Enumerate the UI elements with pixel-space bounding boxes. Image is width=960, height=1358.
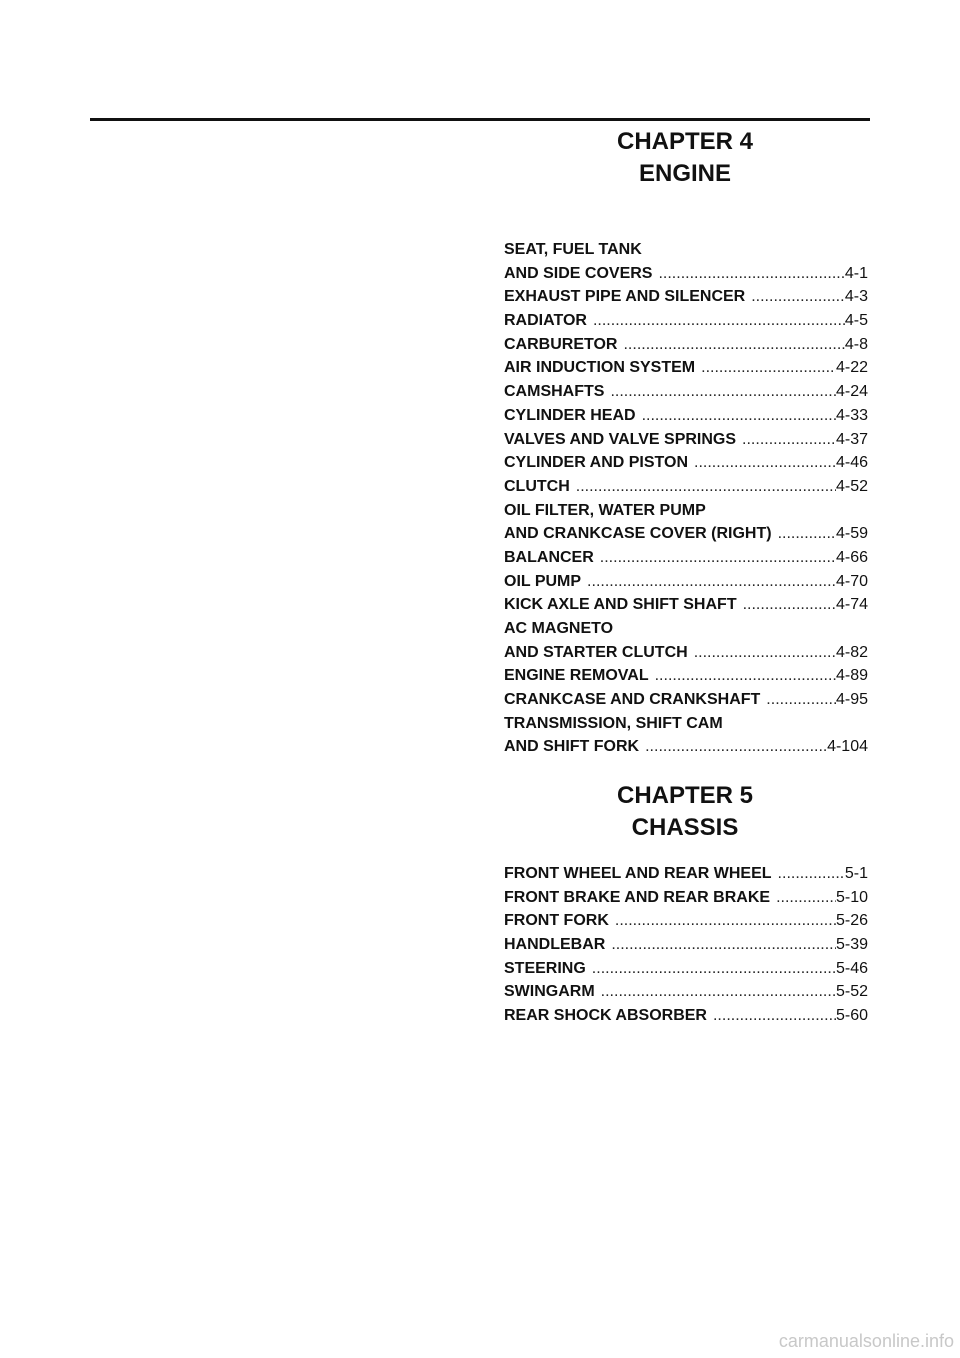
toc-entry[interactable] — [504, 980, 868, 1004]
toc-leader-dots — [707, 1004, 836, 1028]
chapter-4-name: ENGINE — [638, 160, 731, 187]
toc-entry-page: 4-3 — [844, 288, 868, 306]
toc-entry-line — [504, 546, 868, 570]
toc-entry-line — [504, 380, 868, 404]
toc-leader-dots — [649, 664, 836, 688]
toc-entry-line — [504, 356, 868, 380]
toc-entry-page: 4-89 — [835, 667, 868, 685]
toc-entry-title: CARBURETOR — [504, 335, 618, 353]
toc-entry-title-line: TRANSMISSION, SHIFT CAM — [504, 714, 723, 732]
toc-entry-title: AND SIDE COVERS — [504, 264, 653, 282]
toc-leader-dots — [772, 522, 836, 546]
toc-entry-title: CAMSHAFTS — [504, 383, 605, 401]
toc-entry-line — [504, 1004, 868, 1028]
toc-entry-page: 4-70 — [835, 572, 868, 590]
chapter-5-name: CHASSIS — [631, 814, 739, 841]
toc-entry[interactable] — [504, 238, 868, 285]
toc-entry-page: 4-33 — [835, 406, 868, 424]
toc-entry[interactable] — [504, 862, 868, 886]
toc-entry-page: 4-66 — [835, 548, 868, 566]
toc-entry[interactable] — [504, 688, 868, 712]
toc-entry-page: 4-22 — [835, 359, 868, 377]
toc-entry[interactable] — [504, 593, 868, 617]
toc-leader-dots — [688, 451, 836, 475]
toc-entry-line — [504, 664, 868, 688]
toc-leader-dots — [688, 641, 836, 665]
toc-entry-line — [504, 862, 868, 886]
toc-entry-line — [504, 428, 868, 452]
toc-entry[interactable] — [504, 886, 868, 910]
toc-entry-title: CYLINDER HEAD — [504, 406, 636, 424]
toc-entry-line — [504, 475, 868, 499]
chapter-4-heading — [500, 126, 870, 190]
toc-leader-dots — [595, 980, 836, 1004]
toc-leader-dots — [772, 862, 845, 886]
toc-entry-title: HANDLEBAR — [504, 936, 606, 954]
toc-entry[interactable] — [504, 664, 868, 688]
toc-entry-title: FRONT FORK — [504, 912, 609, 930]
toc-leader-dots — [605, 933, 836, 957]
chapter-5-number: CHAPTER 5 — [616, 782, 754, 809]
toc-entry-line — [504, 451, 868, 475]
toc-entry-line — [504, 262, 868, 286]
toc-entry-line — [504, 980, 868, 1004]
toc-leader-dots — [617, 333, 844, 357]
toc-entry[interactable] — [504, 309, 868, 333]
toc-entry-line — [504, 886, 868, 910]
toc-entry[interactable] — [504, 712, 868, 759]
toc-entry-title: AND STARTER CLUTCH — [504, 643, 688, 661]
toc-entry-page: 4-24 — [835, 383, 868, 401]
chapter-5-toc — [504, 862, 868, 1028]
toc-entry-title-line: OIL FILTER, WATER PUMP — [504, 501, 706, 519]
toc-entry-page: 5-52 — [835, 983, 868, 1001]
toc-entry-page: 4-52 — [835, 477, 868, 495]
toc-entry-line — [504, 593, 868, 617]
toc-entry-page: 4-82 — [835, 643, 868, 661]
toc-entry-line — [504, 957, 868, 981]
toc-leader-dots — [594, 546, 836, 570]
toc-entry[interactable] — [504, 475, 868, 499]
toc-entry-title: CYLINDER AND PISTON — [504, 454, 689, 472]
toc-entry-title: AND CRANKCASE COVER (RIGHT) — [504, 525, 772, 543]
toc-entry-page: 5-1 — [844, 865, 868, 882]
toc-entry[interactable] — [504, 1004, 868, 1028]
toc-leader-dots — [745, 285, 845, 309]
toc-entry-title: EXHAUST PIPE AND SILENCER — [504, 288, 746, 306]
toc-entry-page: 4-5 — [844, 312, 868, 330]
toc-entry-page: 4-8 — [844, 335, 868, 353]
toc-entry[interactable] — [504, 404, 868, 428]
toc-leader-dots — [760, 688, 836, 712]
toc-entry[interactable] — [504, 333, 868, 357]
toc-entry-page: 5-26 — [835, 912, 868, 930]
toc-leader-dots — [639, 735, 827, 759]
toc-entry-page: 4-46 — [835, 454, 868, 472]
toc-leader-dots — [736, 428, 836, 452]
toc-entry-title: FRONT BRAKE AND REAR BRAKE — [504, 888, 771, 906]
toc-leader-dots — [652, 262, 844, 286]
toc-entry[interactable] — [504, 909, 868, 933]
toc-entry[interactable] — [504, 380, 868, 404]
toc-entry-line — [504, 570, 868, 594]
toc-leader-dots — [737, 593, 836, 617]
chapter-5-heading — [500, 780, 870, 844]
toc-entry-title: CLUTCH — [504, 477, 570, 495]
chapter-4-toc — [504, 238, 868, 759]
chapter-4-number: CHAPTER 4 — [616, 128, 754, 155]
toc-entry[interactable] — [504, 285, 868, 309]
toc-entry[interactable] — [504, 356, 868, 380]
toc-entry-page: 4-1 — [844, 264, 868, 282]
toc-entry-title: ENGINE REMOVAL — [504, 667, 649, 685]
toc-entry-title: REAR SHOCK ABSORBER — [504, 1007, 707, 1025]
toc-leader-dots — [770, 886, 836, 910]
toc-entry-title: STEERING — [504, 959, 586, 977]
toc-entry-title: RADIATOR — [504, 312, 587, 330]
toc-leader-dots — [636, 404, 836, 428]
toc-entry-line — [504, 309, 868, 333]
toc-entry-line — [504, 909, 868, 933]
toc-leader-dots — [586, 957, 836, 981]
toc-entry-line — [504, 641, 868, 665]
toc-entry-line — [504, 933, 868, 957]
toc-leader-dots — [609, 909, 836, 933]
toc-entry-page: 4-59 — [835, 525, 868, 543]
toc-entry-page: 4-74 — [835, 596, 868, 614]
toc-entry-line — [504, 688, 868, 712]
toc-leader-dots — [587, 309, 845, 333]
toc-entry[interactable] — [504, 451, 868, 475]
toc-entry-title: AND SHIFT FORK — [504, 738, 640, 756]
toc-leader-dots — [570, 475, 836, 499]
toc-entry-line — [504, 522, 868, 546]
toc-entry-title: AIR INDUCTION SYSTEM — [504, 359, 696, 377]
toc-leader-dots — [581, 570, 836, 594]
toc-entry-page: 5-46 — [835, 959, 868, 977]
toc-entry-title-line: SEAT, FUEL TANK — [504, 241, 642, 258]
toc-entry-title: BALANCER — [504, 548, 594, 566]
toc-entry-line — [504, 404, 868, 428]
toc-entry[interactable] — [504, 570, 868, 594]
toc-entry-title: FRONT WHEEL AND REAR WHEEL — [504, 865, 772, 882]
toc-leader-dots — [695, 356, 836, 380]
toc-entry[interactable] — [504, 957, 868, 981]
toc-entry-page: 4-95 — [835, 691, 868, 709]
toc-entry-page: 4-104 — [827, 738, 868, 756]
toc-entry-title: SWINGARM — [504, 983, 595, 1001]
top-rule — [90, 118, 870, 121]
toc-entry[interactable] — [504, 546, 868, 570]
toc-entry-title-line: AC MAGNETO — [504, 620, 614, 637]
watermark: carmanualsonline.info — [778, 1331, 954, 1351]
toc-entry-line — [504, 333, 868, 357]
toc-entry-title: OIL PUMP — [504, 572, 582, 590]
toc-entry[interactable] — [504, 617, 868, 664]
toc-entry[interactable] — [504, 499, 868, 546]
toc-entry-title: KICK AXLE AND SHIFT SHAFT — [504, 596, 737, 614]
toc-leader-dots — [604, 380, 836, 404]
toc-entry-line — [504, 285, 868, 309]
toc-entry[interactable] — [504, 933, 868, 957]
toc-entry-title: VALVES AND VALVE SPRINGS — [504, 430, 737, 448]
toc-entry-title: CRANKCASE AND CRANKSHAFT — [504, 691, 761, 709]
toc-entry-page: 4-37 — [835, 430, 868, 448]
toc-entry[interactable] — [504, 428, 868, 452]
toc-entry-page: 5-10 — [835, 888, 868, 906]
toc-entry-page: 5-60 — [835, 1007, 868, 1025]
toc-entry-page: 5-39 — [835, 936, 868, 954]
toc-entry-line — [504, 735, 868, 759]
